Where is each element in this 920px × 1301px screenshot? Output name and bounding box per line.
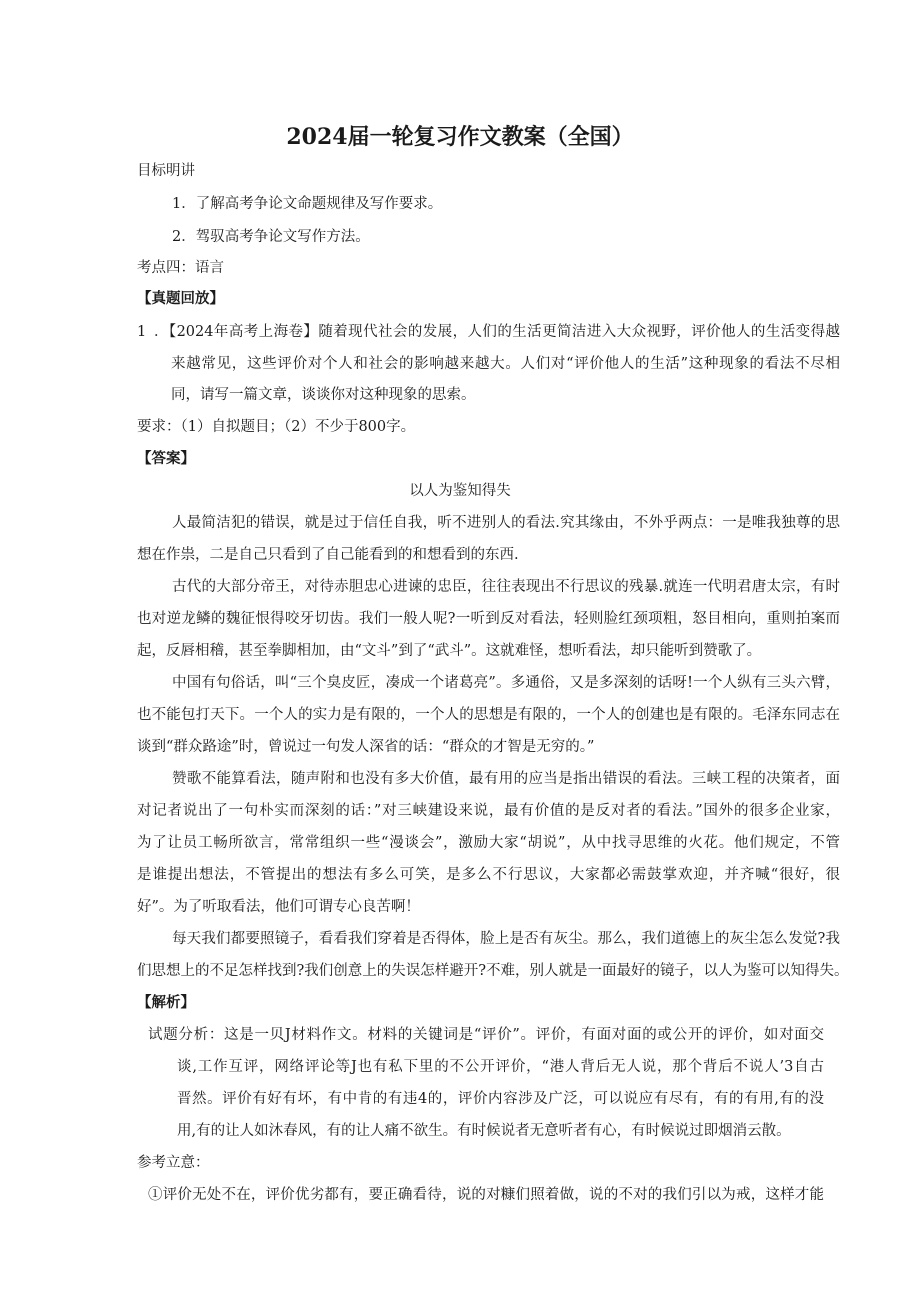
question-number: 1 xyxy=(137,324,147,340)
essay-line: 古代的大部分帝王，对待赤胆忠心进谏的忠臣，往往表现出不行思议的残暴.就连一代明君唐太宗，有时 xyxy=(172,579,840,595)
analysis-line: 用,有的让人如沐春风，有的让人痛不欲生。有时候说者无意听者有心，有时候说过即烟消云散。 xyxy=(177,1123,791,1139)
analysis-line: 试题分析：这是一贝J材料作文。材料的关键词是“评价”。评价，有面对面的或公开的评价，如对面交 xyxy=(148,1027,824,1043)
exam-point: 考点四：语言 xyxy=(137,260,224,276)
goal-item: 2．驾驭高考争论文写作方法。 xyxy=(172,229,370,245)
answer-heading: 【答案】 xyxy=(137,450,195,467)
analysis-line: 谈,工作互评，网络评论等J也有私下里的不公开评价，“港人背后无人说，那个背后不说人’3自古 xyxy=(177,1059,824,1075)
essay-line: 对记者说出了一句朴实而深刻的话：”对三峡建设来说，最有价值的是反对者的看法。”国外的很多企业家， xyxy=(137,803,840,819)
question-line: ．【2024年高考上海卷】随着现代社会的发展，人们的生活更简洁进入大众视野，评价他人的生活变得越 xyxy=(154,324,840,340)
goal-item: 1．了解高考争论文命题规律及写作要求。 xyxy=(172,196,443,212)
question-requirement: 要求：（1）自拟题目；（2）不少于800字。 xyxy=(137,419,416,435)
essay-line: 们思想上的不足怎样找到?我们创意上的失误怎样避开?不难，别人就是一面最好的镜子，以人为鉴可以知得失。 xyxy=(137,963,849,979)
essay-line: 也对逆龙鳞的魏征恨得咬牙切齿。我们一般人呢?一听到反对看法，轻则脸红颈项粗，怒目相向，重则拍案而 xyxy=(137,611,840,627)
document-title: 2024届一轮复习作文教案（全国） xyxy=(286,124,634,150)
essay-line: 想在作祟，二是自己只看到了自己能看到的和想看到的东西. xyxy=(137,547,519,563)
analysis-line: 晋然。评价有好有坏，有中肯的有违4的，评价内容涉及广泛，可以说应有尽有，有的有用,有的没 xyxy=(177,1091,824,1107)
essay-line: 也不能包打天下。一个人的实力是有限的，一个人的思想是有限的，一个人的创建也是有限的。毛泽东同志在 xyxy=(137,707,840,723)
question-line: 来越常见，这些评价对个人和社会的影响越来越大。人们对“评价他人的生活”这种现象的看法不尽相 xyxy=(171,356,840,372)
essay-line: 人最简洁犯的错误，就是过于信任自我，听不进别人的看法.究其缘由，不外乎两点：一是唯我独尊的思 xyxy=(172,515,840,531)
essay-line: 好”。为了听取看法，他们可谓专心良苦啊！ xyxy=(137,899,420,915)
essay-line: 谈到“群众路途”时，曾说过一句发人深省的话：“群众的才智是无穷的。” xyxy=(137,739,595,755)
goal-heading: 目标明讲 xyxy=(137,163,195,179)
reference-line: ①评价无处不在，评价优劣都有，要正确看待，说的对糠们照着做，说的不对的我们引以为戒，这样才能 xyxy=(148,1187,824,1203)
analysis-heading: 【解析】 xyxy=(137,994,195,1011)
essay-line: 是谁提出想法，不管提出的想法有多么可笑，是多么不行思议，大家都必需鼓掌欢迎，并齐喊“很好，很 xyxy=(137,867,840,883)
essay-line: 赞歌不能算看法，随声附和也没有多大价值，最有用的应当是指出错误的看法。三峡工程的决策者，面 xyxy=(172,771,840,787)
essay-line: 起，反唇相稽，甚至拳脚相加，由“文斗”到了“武斗”。这就难怪，想听看法，却只能听到赞歌了。 xyxy=(137,643,762,659)
real-question-heading: 【真题回放】 xyxy=(137,290,224,307)
essay-title: 以人为鉴知得失 xyxy=(409,483,511,499)
question-line: 同，请写一篇文章，谈谈你对这种现象的思索。 xyxy=(171,387,476,403)
reference-heading: 参考立意： xyxy=(137,1155,210,1171)
essay-line: 每天我们都要照镜子，看看我们穿着是否得体，脸上是否有灰尘。那么，我们道德上的灰尘怎么发觉?我 xyxy=(172,931,840,947)
essay-line: 中国有句俗话，叫“三个臭皮匠，凑成一个诸葛亮”。多通俗，又是多深刻的话呀!一个人纵有三头六臂， xyxy=(172,675,840,691)
essay-line: 为了让员工畅所欲言，常常组织一些“漫谈会”，激励大家“胡说”，从中找寻思维的火花。他们规定，不管 xyxy=(137,835,840,851)
